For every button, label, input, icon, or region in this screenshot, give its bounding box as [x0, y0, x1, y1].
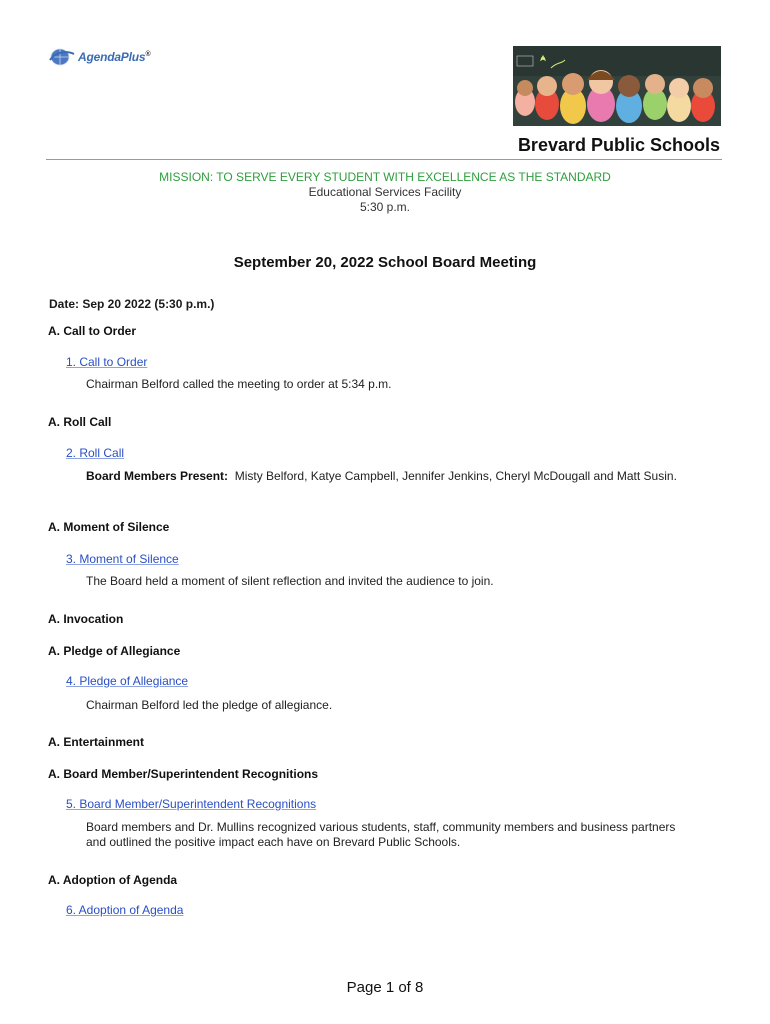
minutes-label: Board Members Present: [86, 469, 229, 483]
section-heading: A. Entertainment [48, 735, 145, 749]
section-heading: A. Adoption of Agenda [48, 873, 178, 887]
agenda-item-minutes: Board members and Dr. Mullins recognized various students, staff, community members and business partners and outlined the positive impact each have on Brevard Public Schools. [86, 820, 676, 849]
page-number: Page 1 of 8 [346, 979, 424, 996]
section-heading: A. Moment of Silence [48, 520, 170, 534]
mission-statement: MISSION: TO SERVE EVERY STUDENT WITH EXCELLENCE AS THE STANDARD [159, 170, 611, 184]
section-heading: A. Invocation [48, 612, 124, 626]
agenda-item-link[interactable]: 5. Board Member/Superintendent Recognitions [66, 797, 317, 811]
section-heading: A. Call to Order [48, 324, 137, 338]
meeting-location: Educational Services Facility [308, 185, 462, 199]
section-heading: A. Pledge of Allegiance [48, 644, 181, 658]
organization-name: Brevard Public Schools [517, 135, 720, 155]
agenda-item-minutes: Chairman Belford led the pledge of allegiance. [86, 698, 333, 712]
agenda-item-link[interactable]: 2. Roll Call [66, 446, 125, 460]
header-photo [513, 46, 721, 126]
agenda-item-minutes: Chairman Belford called the meeting to order at 5:34 p.m. [86, 377, 392, 391]
agenda-item-minutes [86, 469, 696, 484]
meeting-date: Date: Sep 20 2022 (5:30 p.m.) [49, 297, 215, 311]
section-heading: A. Roll Call [48, 415, 112, 429]
agendaplus-logo [48, 46, 150, 68]
header-divider [46, 159, 722, 160]
agendaplus-globe-icon [48, 47, 76, 67]
section-heading: A. Board Member/Superintendent Recognitions [48, 767, 319, 781]
meeting-title: September 20, 2022 School Board Meeting [233, 254, 537, 271]
logo-wordmark: AgendaPlus® [78, 50, 151, 64]
agenda-item-link[interactable]: 3. Moment of Silence [66, 552, 179, 566]
agenda-item-minutes: The Board held a moment of silent reflection and invited the audience to join. [86, 574, 494, 588]
meeting-time: 5:30 p.m. [359, 200, 411, 214]
agenda-item-link[interactable]: 1. Call to Order [66, 355, 148, 369]
agenda-item-link[interactable]: 6. Adoption of Agenda [66, 903, 184, 917]
agenda-item-link[interactable]: 4. Pledge of Allegiance [66, 674, 189, 688]
minutes-text: Misty Belford, Katye Campbell, Jennifer Jenkins, Cheryl McDougall and Matt Susin. [234, 469, 677, 483]
